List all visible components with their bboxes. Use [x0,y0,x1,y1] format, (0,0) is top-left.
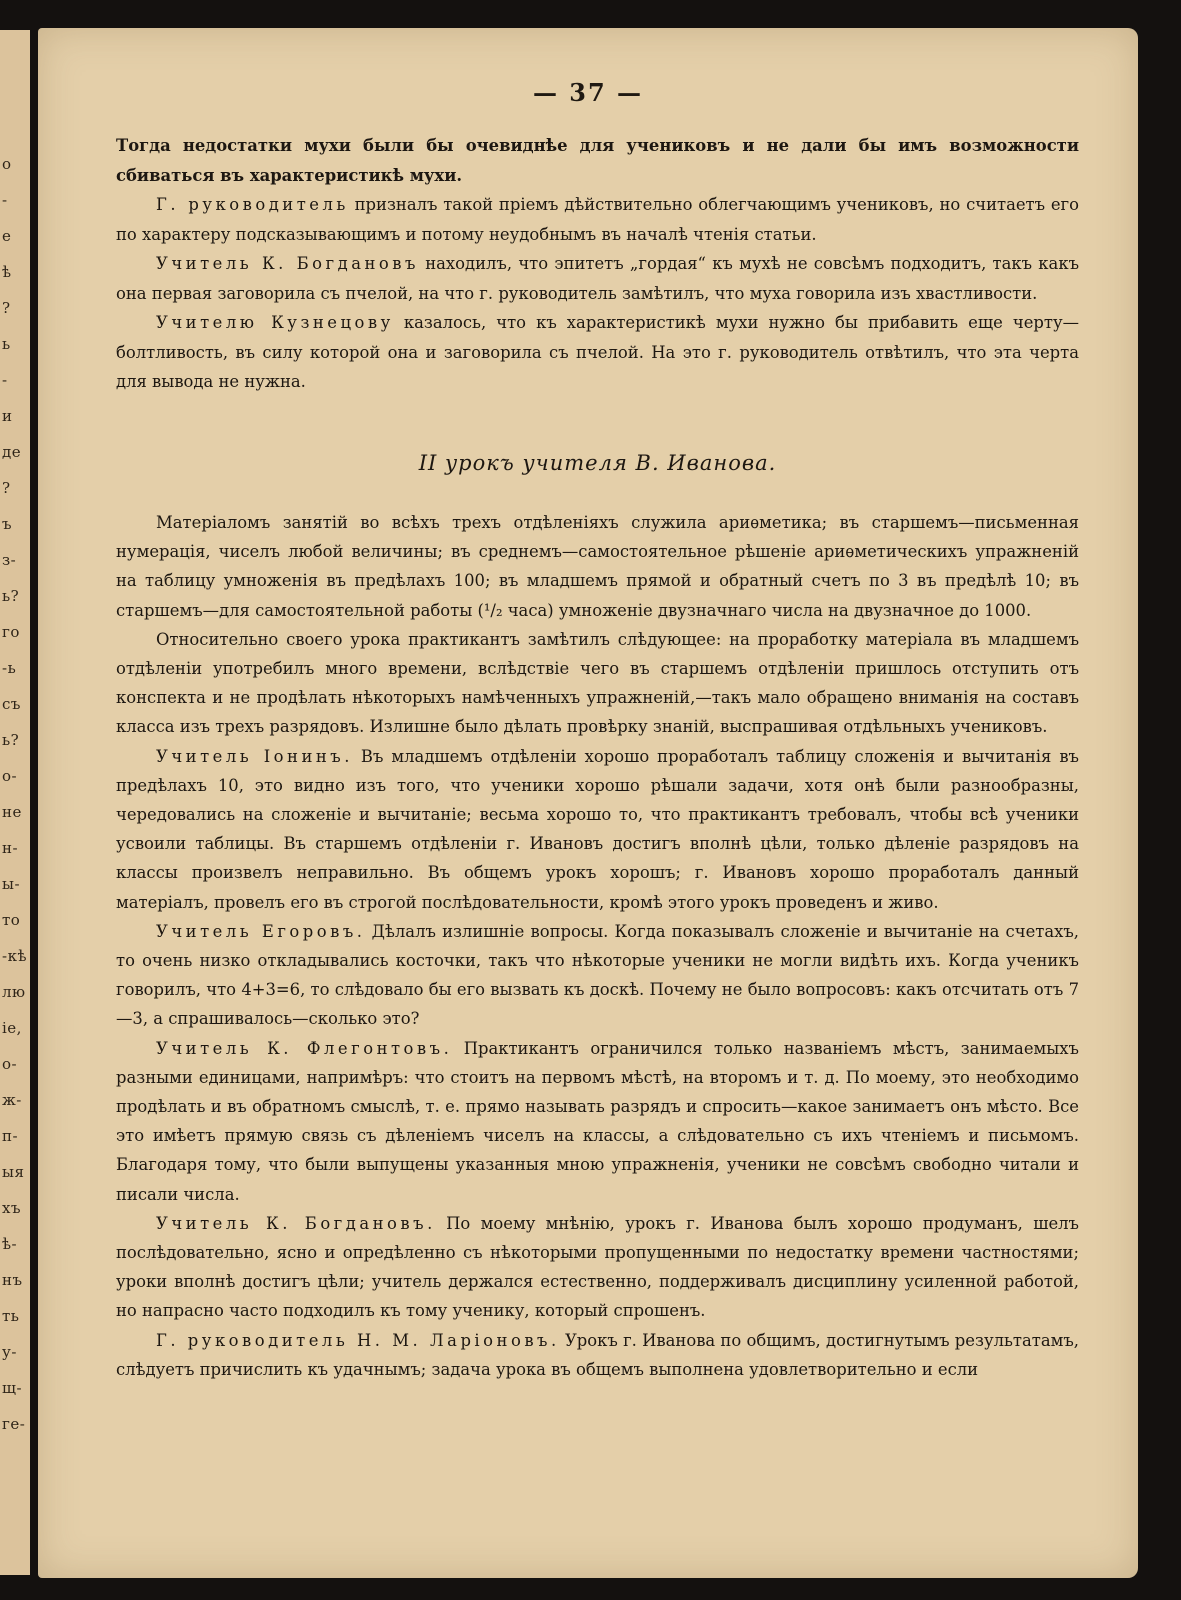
prev-page-fragment: -ь [2,659,17,677]
text-block-lesson-review [116,508,1079,1384]
paragraph-text: По моему мнѣнію, урокъ г. Иванова былъ хорошо продуманъ, шелъ послѣдовательно, ясно и опредѣленно съ нѣкоторыми пропущенными по недостатку времени частностями; уроки вполнѣ достигъ цѣли; учитель держался естественно, поддерживалъ дисциплину усиленной работой, но напрасно часто подходилъ къ тому ученику, который спрошенъ. [116,1213,1079,1321]
speaker-name: Учитель Іонинъ. [156,746,353,766]
paragraph [116,1209,1079,1326]
paragraph-text: Практикантъ ограничился только названіемъ мѣстъ, занимаемыхъ разными единицами, напримѣръ: что стоитъ на первомъ мѣстѣ, на второмъ и т. д. По моему, это необходимо продѣлать и въ обратномъ смыслѣ, т. е. прямо называть разрядъ и спросить—какое занимаетъ онъ мѣсто. Все это имѣетъ прямую связь съ дѣленіемъ чиселъ на классы, а слѣдовательно съ ихъ чтеніемъ и письмомъ. Благодаря тому, что были выпущены указанныя мною упражненія, ученики не совсѣмъ свободно читали и писали числа. [116,1038,1079,1204]
prev-page-fragment: ѣ- [2,1235,18,1253]
speaker-name: Г. руководитель [156,195,349,214]
prev-page-fragment: - [2,371,8,389]
prev-page-fragment: - [2,191,8,209]
prev-page-fragment: нъ [2,1271,23,1289]
prev-page-fragment: ы- [2,875,21,893]
paragraph-text: Относительно своего урока практикантъ замѣтилъ слѣдующее: на проработку матеріала въ младшемъ отдѣленіи употребилъ много времени, вслѣдствіе чего въ старшемъ отдѣленіи пришлось отступить отъ конспекта и не продѣлать нѣкоторыхъ намѣченныхъ упражненій,—такъ мало обращено вниманія на составъ класса изъ трехъ разрядовъ. Излишне было дѣлать провѣрку знаній, выспрашивая отдѣльныхъ учениковъ. [116,629,1079,737]
prev-page-fragment: ь? [2,587,20,605]
paragraph-text: Дѣлалъ излишніе вопросы. Когда показывалъ сложеніе и вычитаніе на счетахъ, то очень низко откладывались косточки, такъ что нѣкоторые ученики не могли видѣть ихъ. Когда ученикъ говорилъ, что 4+3=6, то слѣдовало бы его вызвать къ доскѣ. Почему не было вопросовъ: какъ отсчитать отъ 7—3, а спрашивалось—сколько это? [116,921,1079,1029]
paragraph [116,1326,1079,1384]
prev-page-fragment: ѣ [2,263,12,281]
prev-page-fragment: о- [2,767,18,785]
prev-page-fragment: п- [2,1127,19,1145]
paragraph [116,625,1079,742]
prev-page-fragment: лю [2,983,26,1001]
prev-page-fragment: го [2,623,20,641]
prev-page-fragment: е [2,227,12,245]
prev-page-fragment: о- [2,1055,18,1073]
prev-page-fragment: ie, [2,1019,22,1037]
paragraph-text: Матеріаломъ занятій во всѣхъ трехъ отдѣленіяхъ служила ариѳметика; въ старшемъ—письменная нумерація, чиселъ любой величины; въ среднемъ—самостоятельное рѣшеніе ариѳметическихъ упражненій на таблицу умноженія въ предѣлахъ 100; въ младшемъ прямой и обратный счетъ по 3 въ предѣлѣ 10; въ старшемъ—для самостоятельной работы (¹/₂ часа) умноженіе двузначнаго числа на двузначное до 1000. [116,513,1079,620]
previous-page-edge [0,30,30,1575]
prev-page-fragment: то [2,911,21,929]
paragraph [116,131,1079,190]
prev-page-fragment: не [2,803,22,821]
paragraph-text: Въ младшемъ отдѣленіи хорошо проработалъ таблицу сложенія и вычитанія въ предѣлахъ 10, это видно изъ того, что ученики хорошо рѣшали задачи, хотя онѣ были разнообразны, чередовались на сложеніе и вычитаніе; весьма хорошо то, что практикантъ требовалъ, чтобы всѣ ученики усвоили таблицы. Въ старшемъ отдѣленіи г. Ивановъ достигъ вполнѣ цѣли, только дѣленіе разрядовъ на классы произвелъ неправильно. Въ общемъ урокъ хорошъ; г. Ивановъ хорошо проработалъ данный матеріалъ, провелъ его въ строгой послѣдовательности, кромѣ этого урокъ проведенъ и живо. [116,746,1079,912]
prev-page-fragment: ъ [2,515,13,533]
prev-page-fragment: ыя [2,1163,25,1181]
speaker-name: Учитель К. Флегонтовъ. [156,1038,453,1058]
prev-page-fragment: ге- [2,1415,26,1433]
paragraph [116,249,1079,308]
paragraph-text: находилъ, что эпитетъ „гордая“ къ мухѣ не совсѣмъ подходитъ, такъ какъ она первая заговорила съ пчелой, на что г. руководитель замѣтилъ, что муха говорила изъ хвастливости. [116,254,1079,303]
speaker-name: Учитель К. Богдановъ [156,254,419,273]
paragraph [116,308,1079,397]
prev-page-fragment: и [2,407,13,425]
paragraph [116,1034,1079,1209]
prev-page-fragment: у- [2,1343,17,1361]
paragraph-text: призналъ такой пріемъ дѣйствительно облегчающимъ учениковъ, но считаетъ его по характеру подсказывающимъ и потому неудобнымъ въ началѣ чтенія статьи. [116,195,1079,244]
paragraph-text: казалось, что къ характеристикѣ мухи нужно бы прибавить еще черту—болтливость, въ силу которой она и заговорила съ пчелой. На это г. руководитель отвѣтилъ, что эта черта для вывода не нужна. [116,313,1079,391]
speaker-name: Учителю Кузнецову [156,313,394,332]
prev-page-fragment: ь? [2,731,20,749]
paragraph [116,742,1079,917]
prev-page-fragment: де [2,443,22,461]
prev-page-fragment: о [2,155,12,173]
book-page [38,28,1138,1578]
speaker-name: Г. руководитель Н. М. Ларіоновъ. [156,1330,560,1350]
paragraph [116,190,1079,249]
prev-page-fragment: н- [2,839,19,857]
prev-page-fragment: -кѣ [2,947,27,965]
prev-page-fragment: ь [2,335,11,353]
speaker-name: Учитель К. Богдановъ. [156,1213,436,1233]
prev-page-fragment: ть [2,1307,20,1325]
prev-page-fragment: ? [2,299,11,317]
text-block-discussion [116,131,1079,397]
prev-page-fragment: съ [2,695,21,713]
prev-page-fragment: щ- [2,1379,23,1397]
page-body [116,131,1079,1384]
page-number: — 37 — [532,78,644,107]
prev-page-fragment: хъ [2,1199,22,1217]
section-heading: II урокъ учителя В. Иванова. [418,450,777,475]
paragraph-text: Урокъ г. Иванова по общимъ, достигнутымъ результатамъ, слѣдуетъ причислить къ удачнымъ; задача урока въ общемъ выполнена удовлетворительно и если [116,1330,1079,1379]
prev-page-fragment: ? [2,479,11,497]
paragraph-text: Тогда недостатки мухи были бы очевиднѣе для учениковъ и не дали бы имъ возможности сбиваться въ характеристикѣ мухи. [116,136,1079,185]
prev-page-fragment: ж- [2,1091,22,1109]
speaker-name: Учитель Егоровъ. [156,921,366,941]
prev-page-fragment: з- [2,551,17,569]
paragraph [116,917,1079,1034]
paragraph [116,508,1079,625]
